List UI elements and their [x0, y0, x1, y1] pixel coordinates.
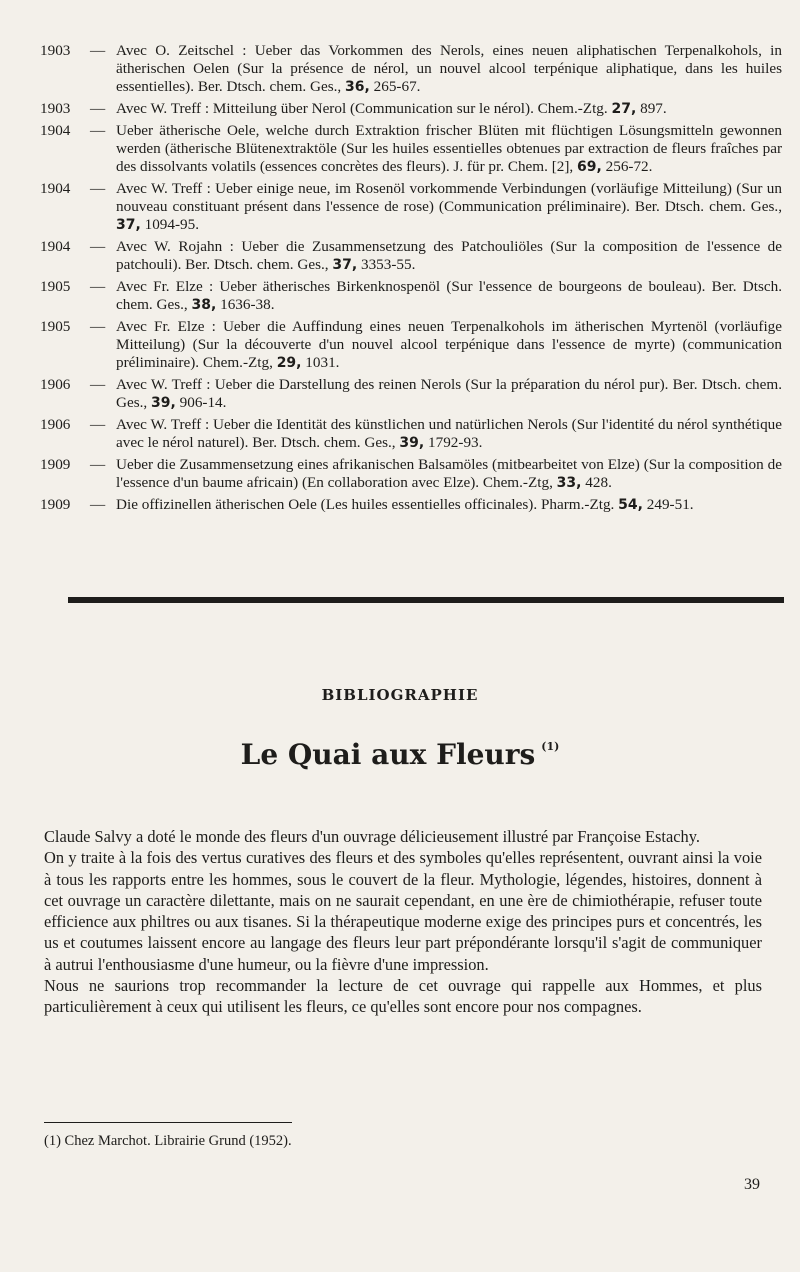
entry-text [116, 238, 782, 274]
publication-entry [40, 42, 782, 97]
entry-citation: Avec W. Rojahn : Ueber die Zusammensetzung des Patchouliöles (Sur la composition de l'essence de patchouli). Ber. Dtsch. chem. Ges., [116, 238, 782, 274]
entry-pages: 1031. [305, 354, 340, 372]
entry-pages: 265-67. [373, 78, 421, 96]
entry-year: 1909 [40, 495, 71, 513]
publication-entry [40, 122, 782, 177]
publication-entry [40, 456, 782, 492]
article-title [0, 738, 800, 771]
entry-citation: Avec W. Treff : Mitteilung über Nerol (Communication sur le nérol). Chem.-Ztg. [116, 100, 608, 118]
footnote-divider [44, 1122, 292, 1123]
entry-year: 1905 [40, 317, 71, 335]
article-body [44, 826, 762, 1018]
entry-text [116, 278, 782, 314]
entry-text [116, 416, 782, 452]
entry-pages: 428. [585, 473, 612, 491]
publication-entry [40, 376, 782, 412]
entry-volume: 36, [345, 79, 370, 96]
entry-dash: — [90, 455, 106, 473]
entry-dash: — [90, 238, 106, 256]
entry-pages: 1636-38. [220, 296, 275, 314]
publication-entry [40, 416, 782, 452]
publication-entry [40, 100, 782, 118]
entry-dash: — [90, 415, 106, 433]
entry-citation: Die offizinellen ätherischen Oele (Les huiles essentielles officinales). Pharm.-Ztg. [116, 495, 615, 513]
page-number: 39 [744, 1176, 760, 1193]
entry-year: 1906 [40, 415, 71, 433]
entry-citation: Avec O. Zeitschel : Ueber das Vorkommen des Nerols, eines neuen aliphatischen Terpenalkohols, in ätherischen Oelen (Sur la présence de nérol, un nouvel alcool terpénique aliphatique, dans les huiles essentielles). Ber. Dtsch. chem. Ges., [116, 42, 782, 96]
entry-volume: 27, [611, 101, 637, 118]
publication-entry [40, 496, 782, 514]
entry-year: 1903 [40, 100, 71, 118]
entry-year: 1905 [40, 277, 71, 295]
entry-volume: 39, [151, 395, 176, 412]
entry-volume: 29, [276, 355, 302, 372]
paragraph: Claude Salvy a doté le monde des fleurs d'un ouvrage délicieusement illustré par Françoise Estachy. [44, 827, 700, 846]
paragraph: On y traite à la fois des vertus curatives des fleurs et des symboles qu'elles représentent, ouvrant ainsi la voie à tous les rapports entre les hommes, sous le couvert de la fleur. Mythologie, légendes, histoires, donnent à cet ouvrage un caractère dilettante, mais on ne saurait cependant, en une ère de chimiothérapie, refuser toute efficience aux philtres ou aux tisanes. Si la thérapeutique moderne exige des principes purs et concentrés, les us et coutumes laissent encore au langage des fleurs leur part prépondérante lorsqu'il s'agit de communiquer à autrui l'enthousiasme d'une humeur, ou la fièvre d'une impression. [44, 848, 762, 974]
entry-year: 1909 [40, 455, 71, 473]
entry-pages: 256-72. [605, 158, 653, 176]
entry-volume: 37, [116, 217, 141, 234]
entry-text [116, 180, 782, 235]
entry-year: 1904 [40, 179, 71, 197]
entry-text [116, 42, 782, 97]
entry-citation: Avec W. Treff : Ueber einige neue, im Rosenöl vorkommende Verbindungen (vorläufige Mitteilung) (Sur un nouveau constituant présent dans l'essence de rose) (Communication préliminaire). Ber. Dtsch. chem. Ges., [116, 179, 782, 216]
entry-dash: — [90, 100, 106, 118]
publication-entry [40, 318, 782, 373]
entry-volume: 33, [556, 474, 582, 491]
entry-dash: — [90, 375, 106, 393]
entry-dash: — [90, 42, 106, 59]
entry-pages: 1792-93. [428, 434, 483, 452]
entry-volume: 37, [332, 257, 358, 274]
entry-pages: 1094-95. [144, 216, 200, 234]
article-title-text: Le Quai aux Fleurs [240, 738, 536, 771]
entry-year: 1903 [40, 42, 71, 59]
entry-citation: Avec Fr. Elze : Ueber die Auffindung eines neuen Terpenalkohols im ätherischen Myrtenöl (vorläufige Mitteilung) (Sur la découverte d'un nouvel alcool terpénique dans l'essence de myrte) (communication préliminaire). Chem.-Ztg, [116, 317, 782, 372]
entry-volume: 39, [399, 435, 425, 452]
entry-text [116, 122, 782, 177]
entry-year: 1906 [40, 375, 71, 393]
entry-text [116, 100, 782, 118]
section-divider [68, 597, 784, 603]
section-heading: BIBLIOGRAPHIE [321, 686, 479, 704]
entry-citation: Avec W. Treff : Ueber die Identität des künstlichen und natürlichen Nerols (Sur l'identité du nérol synthétique avec le nérol naturel). Ber. Dtsch. chem. Ges., [116, 415, 782, 452]
entry-text [116, 456, 782, 492]
entry-text [116, 496, 782, 514]
footnote-marker: (1) [541, 740, 560, 753]
entry-pages: 249-51. [646, 495, 694, 513]
publication-entry [40, 238, 782, 274]
entry-dash: — [90, 121, 106, 139]
publication-entry [40, 180, 782, 235]
entry-pages: 906-14. [179, 394, 227, 412]
entry-pages: 897. [640, 100, 667, 118]
publication-entry [40, 278, 782, 314]
entry-dash: — [90, 495, 106, 513]
publication-list [40, 42, 782, 517]
entry-volume: 69, [577, 159, 602, 176]
paragraph: Nous ne saurions trop recommander la lecture de cet ouvrage qui rappelle aux Hommes, et plus particulièrement à ceux qui utilisent les fleurs, ce qu'elles sont encore pour nos compagnes. [44, 976, 762, 1017]
entry-year: 1904 [40, 238, 71, 256]
entry-citation: Ueber ätherische Oele, welche durch Extraktion frischer Blüten mit flüchtigen Lösungsmitteln gewonnen werden (ätherische Blütenextraktöle (Sur les huiles essentielles obtenues par extraction de fleurs fraîches par des dissolvants volatils (essences concrètes des fleurs). J. für pr. Chem. [2], [116, 121, 782, 176]
entry-citation: Avec W. Treff : Ueber die Darstellung des reinen Nerols (Sur la préparation du nérol pur). Ber. Dtsch. chem. Ges., [116, 375, 782, 412]
entry-citation: Ueber die Zusammensetzung eines afrikanischen Balsamöles (mitbearbeitet von Elze) (Sur la composition de l'essence d'un baume africain) (En collaboration avec Elze). Chem.-Ztg, [116, 455, 782, 491]
footnote: (1) Chez Marchot. Librairie Grund (1952). [44, 1133, 292, 1149]
entry-pages: 3353-55. [360, 256, 416, 274]
entry-dash: — [90, 277, 106, 295]
entry-dash: — [90, 179, 106, 197]
entry-dash: — [90, 317, 106, 335]
entry-text [116, 376, 782, 412]
entry-text [116, 318, 782, 373]
entry-year: 1904 [40, 121, 71, 139]
entry-citation: Avec Fr. Elze : Ueber ätherisches Birkenknospenöl (Sur l'essence de bourgeons de bouleau). Ber. Dtsch. chem. Ges., [116, 277, 782, 314]
entry-volume: 54, [618, 496, 643, 513]
entry-volume: 38, [191, 297, 217, 314]
